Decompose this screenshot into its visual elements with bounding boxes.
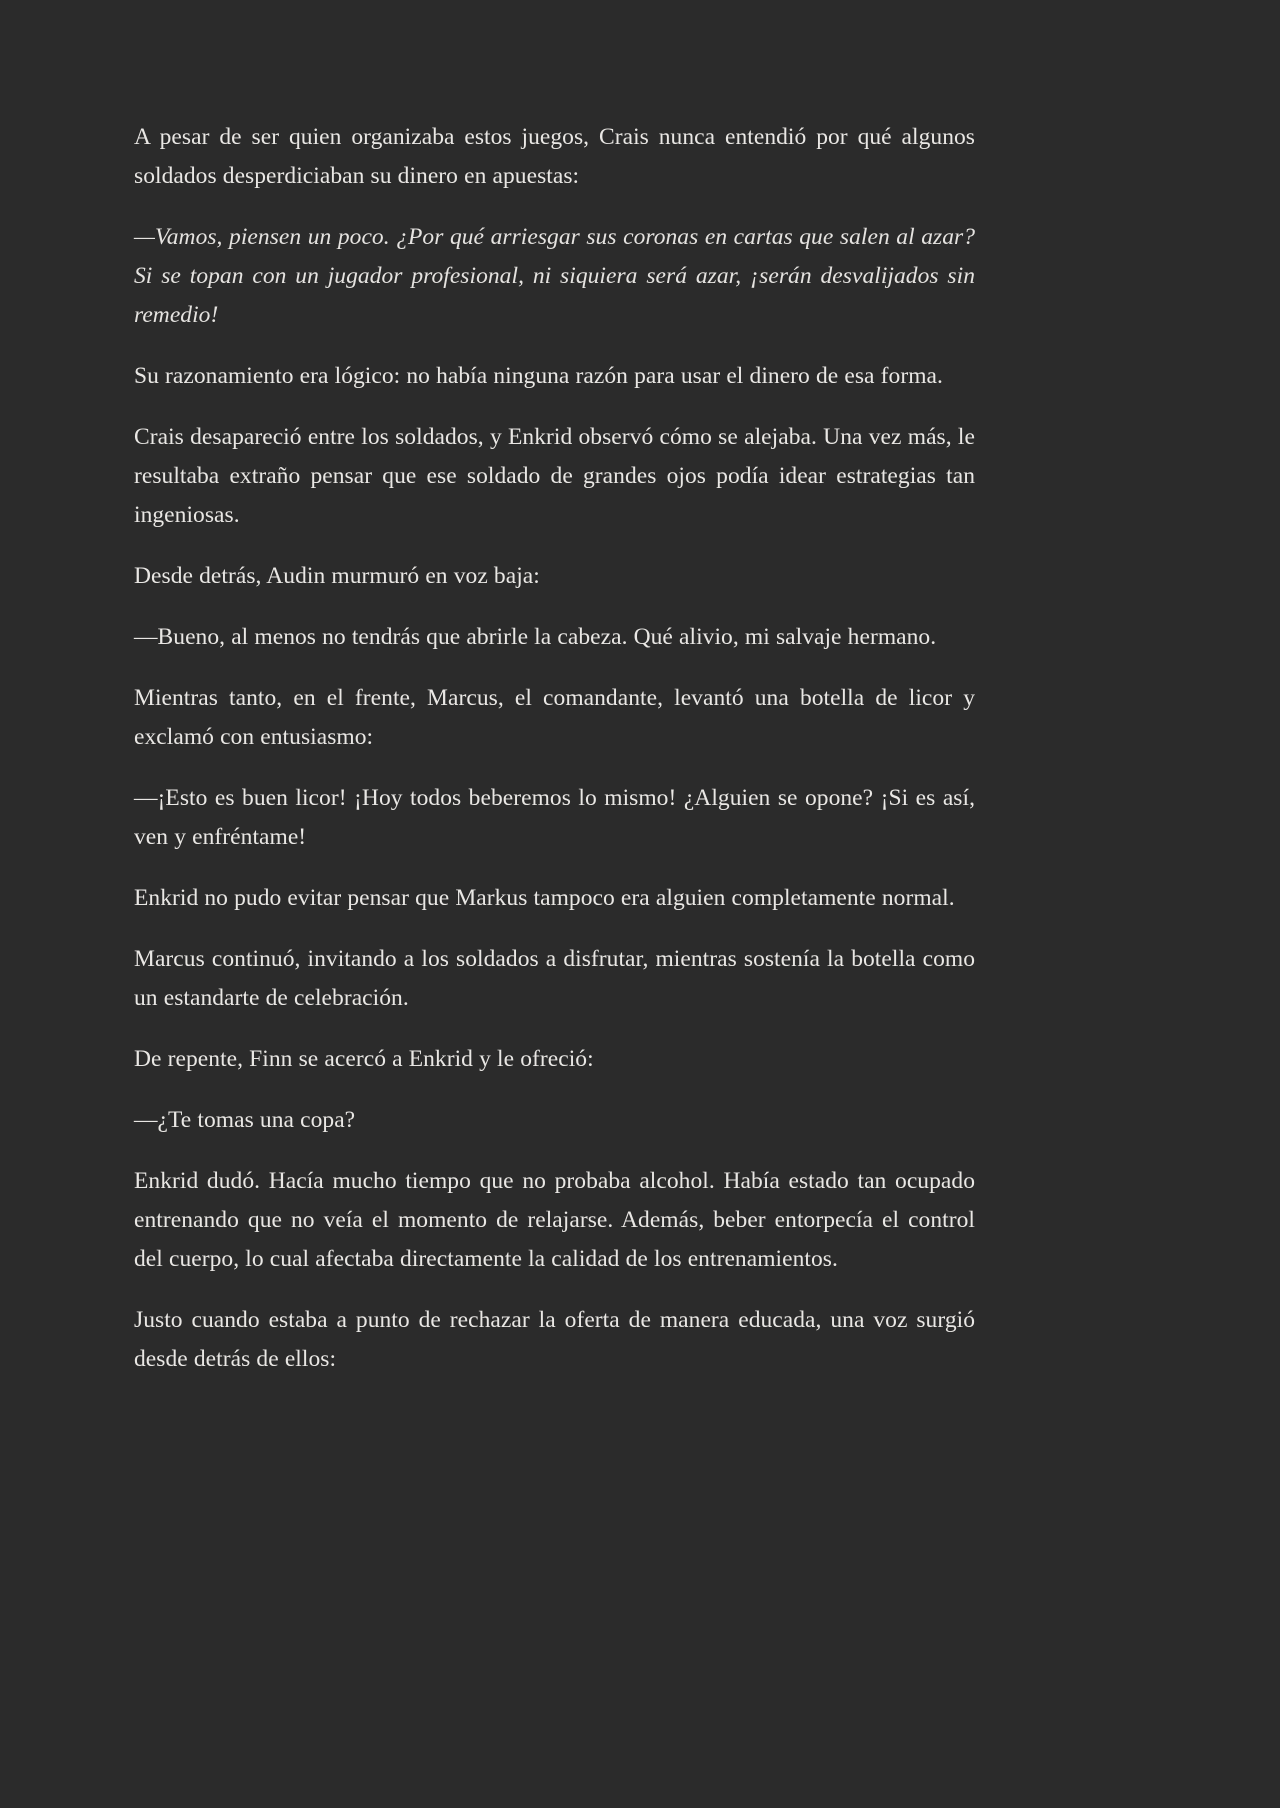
paragraph: A pesar de ser quien organizaba estos juegos, Crais nunca entendió por qué algunos soldados desperdiciaban su dinero en apuestas: [134, 124, 975, 189]
paragraph: Crais desapareció entre los soldados, y Enkrid observó cómo se alejaba. Una vez más, le resultaba extraño pensar que ese soldado de grandes ojos podía idear estrategias tan ingeniosas. [134, 424, 975, 528]
chapter-body [134, 118, 975, 1379]
paragraph-dialogue: —Bueno, al menos no tendrás que abrirle la cabeza. Qué alivio, mi salvaje hermano. [134, 624, 937, 650]
paragraph-dialogue: —¡Esto es buen licor! ¡Hoy todos beberemos lo mismo! ¿Alguien se opone? ¡Si es así, ven y enfréntame! [134, 785, 975, 850]
paragraph: Marcus continuó, invitando a los soldados a disfrutar, mientras sostenía la botella como un estandarte de celebración. [134, 946, 975, 1011]
paragraph: Enkrid no pudo evitar pensar que Markus tampoco era alguien completamente normal. [134, 885, 955, 911]
paragraph-dialogue-italic: —Vamos, piensen un poco. ¿Por qué arriesgar sus coronas en cartas que salen al azar? Si se topan con un jugador profesional, ni siquiera será azar, ¡serán desvalijados sin remedio! [134, 224, 975, 328]
paragraph: Enkrid dudó. Hacía mucho tiempo que no probaba alcohol. Había estado tan ocupado entrenando que no veía el momento de relajarse. Además, beber entorpecía el control del cuerpo, lo cual afectaba directamente la calidad de los entrenamientos. [134, 1168, 975, 1272]
paragraph: Su razonamiento era lógico: no había ninguna razón para usar el dinero de esa forma. [134, 363, 943, 389]
paragraph: De repente, Finn se acercó a Enkrid y le ofreció: [134, 1046, 594, 1072]
paragraph: Justo cuando estaba a punto de rechazar la oferta de manera educada, una voz surgió desde detrás de ellos: [134, 1307, 975, 1372]
paragraph: Desde detrás, Audin murmuró en voz baja: [134, 563, 540, 589]
paragraph: Mientras tanto, en el frente, Marcus, el comandante, levantó una botella de licor y exclamó con entusiasmo: [134, 685, 975, 750]
paragraph-dialogue: —¿Te tomas una copa? [134, 1107, 356, 1133]
